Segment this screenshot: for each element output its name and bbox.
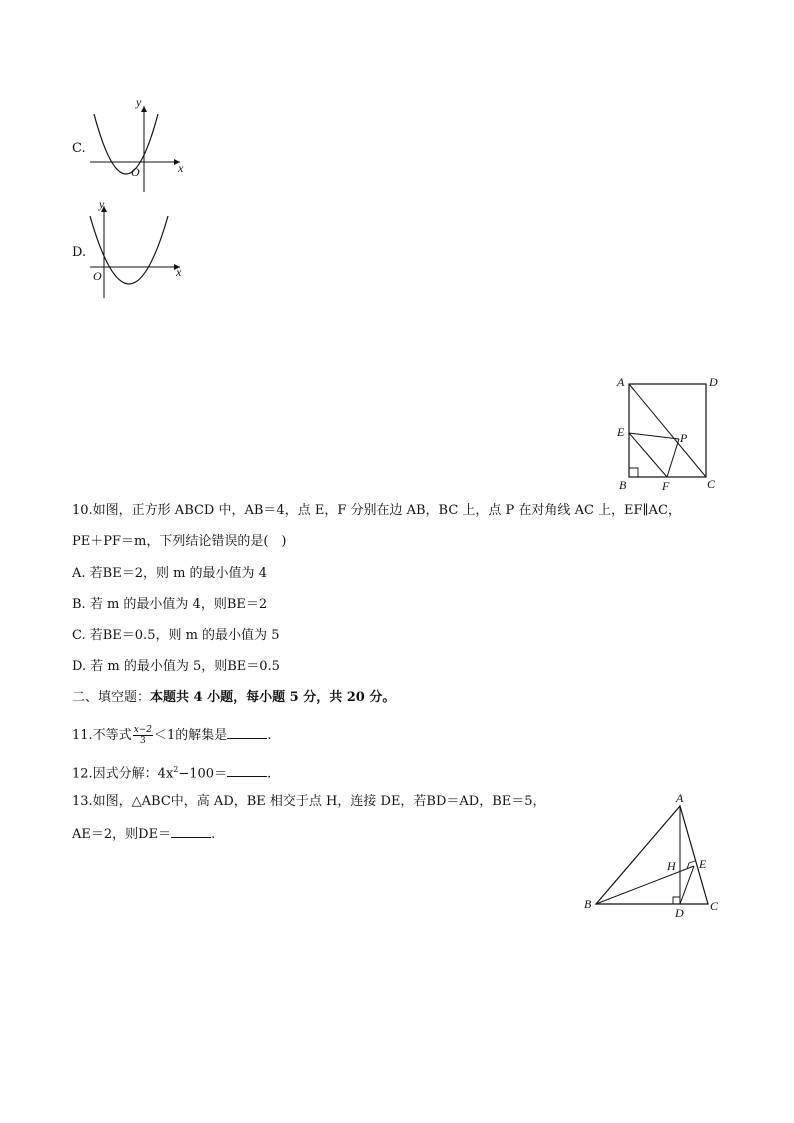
diagonal-ac — [629, 384, 706, 477]
x-label: x — [176, 265, 182, 279]
segment-pf — [667, 439, 679, 477]
altitude-be — [596, 866, 694, 904]
parabola-graph-c — [86, 100, 190, 200]
label-a: A — [617, 375, 625, 389]
q10-option-c: C. 若BE＝0.5，则 m 的最小值为 5 — [72, 628, 280, 643]
q11 — [72, 725, 271, 746]
parabola-curve — [94, 114, 158, 174]
triangle-abc — [596, 806, 708, 904]
q11-frac-numerator: x−2 — [133, 725, 153, 735]
y-label: y — [99, 200, 105, 211]
q10-option-b: B. 若 m 的最小值为 4，则BE＝2 — [72, 597, 268, 612]
right-angle-mark-d — [673, 897, 680, 904]
q13-line2-prefix: AE＝2，则DE＝ — [72, 827, 172, 842]
section-heading — [72, 689, 395, 707]
q10-line1: 10.如图，正方形 ABCD 中，AB＝4，点 E，F 分别在边 AB，BC 上，点 P 在对角线 AC 上，EF∥AC， — [72, 503, 681, 518]
label-d: D — [675, 906, 684, 920]
parabola-graph-d — [86, 200, 190, 304]
q13-line2 — [72, 825, 215, 844]
option-c-label: C. — [72, 141, 86, 156]
y-label: y — [136, 100, 142, 109]
q12-suffix: −100＝ — [178, 766, 228, 782]
q11-suffix: ＜1的解集是 — [154, 728, 228, 743]
q12-prefix: 12.因式分解：4x — [72, 766, 174, 782]
q10-option-a: A. 若BE＝2，则 m 的最小值为 4 — [72, 566, 267, 581]
q12 — [72, 761, 271, 783]
right-angle-mark — [629, 468, 638, 477]
q11-frac-denominator: 3 — [139, 736, 146, 746]
q12-answer-blank — [227, 764, 267, 777]
label-e: E — [699, 857, 707, 871]
origin-label: O — [131, 165, 140, 179]
q12-exponent: 2 — [173, 765, 179, 774]
parabola-curve — [90, 216, 168, 284]
label-f: F — [662, 479, 670, 493]
label-c: C — [707, 477, 716, 491]
triangle-figure — [578, 790, 726, 926]
segment-ef — [629, 433, 667, 477]
origin-label: O — [93, 269, 102, 283]
q11-fraction — [133, 725, 153, 746]
label-h: H — [667, 859, 676, 873]
q11-end: . — [267, 728, 272, 743]
y-axis-arrow — [141, 106, 147, 112]
section-heading-title: 二、填空题： — [72, 690, 151, 705]
label-p: P — [680, 431, 688, 445]
label-c: C — [710, 899, 719, 913]
x-label: x — [178, 161, 184, 175]
q13-line1: 13.如图，△ABC中，高 AD，BE 相交于点 H，连接 DE，若BD＝AD，BE＝5， — [72, 794, 546, 809]
q12-end: . — [267, 766, 272, 782]
segment-de — [680, 866, 694, 904]
q13-end: . — [211, 827, 216, 842]
label-d: D — [709, 375, 718, 389]
section-heading-desc: 本题共 4 小题，每小题 5 分，共 20 分。 — [150, 690, 396, 705]
option-d-label: D. — [72, 245, 87, 260]
q10-line2: PE＋PF＝m，下列结论错误的是( ) — [72, 534, 287, 549]
q13-answer-blank — [171, 825, 211, 838]
q10-option-d: D. 若 m 的最小值为 5，则BE＝0.5 — [72, 659, 280, 674]
label-a: A — [676, 791, 684, 805]
label-e: E — [617, 425, 625, 439]
q11-prefix: 11.不等式 — [72, 728, 132, 743]
q11-answer-blank — [227, 726, 267, 739]
label-b: B — [619, 478, 627, 492]
square-figure — [612, 372, 724, 500]
label-b: B — [584, 897, 592, 911]
